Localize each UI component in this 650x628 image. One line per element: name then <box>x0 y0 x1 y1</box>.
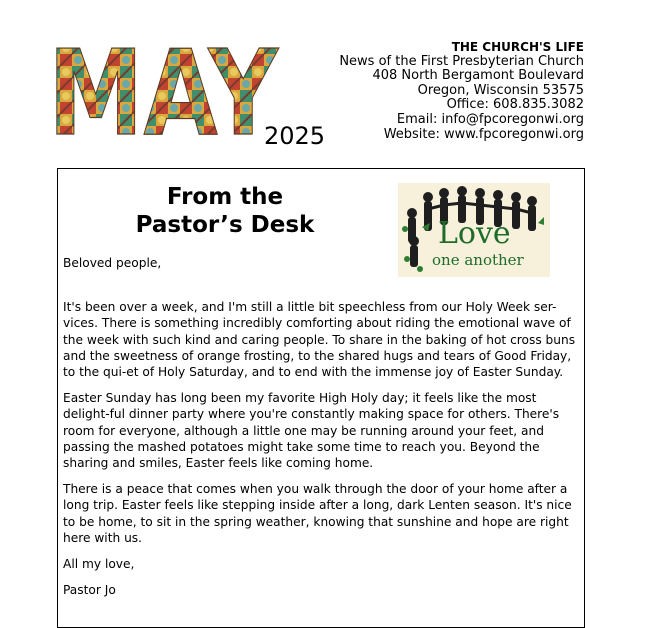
may-masthead-logo <box>48 42 280 142</box>
office-phone: Office: 608.835.3082 <box>446 97 584 113</box>
signature: Pastor Jo <box>63 583 116 598</box>
salutation: Beloved people, <box>63 256 162 270</box>
article-paragraph: It's been over a week, and I'm still a little bit speechless from our Holy Week ser-vices. There is something incredibly comforting about riding the emotional wave of the week with such kind and caring people. To share in the baking of hot cross buns and the sweetness of orange frosting, to the shared hugs and tears of Good Friday, to the qui-et of Holy Saturday, and to end with the immense joy of Easter Sunday. <box>63 300 576 380</box>
article-title-line1: From the <box>166 184 284 210</box>
pastor-article <box>57 168 585 628</box>
svg-text:MAY: MAY <box>48 42 280 142</box>
article-body <box>63 255 578 598</box>
svg-text:Love: Love <box>438 216 511 251</box>
newsletter-name: THE CHURCH'S LIFE <box>451 40 584 54</box>
address-street: 408 North Bergamont Boulevard <box>372 68 584 84</box>
address-city: Oregon, Wisconsin 53575 <box>417 82 584 98</box>
article-paragraph: Easter Sunday has long been my favorite High Holy day; it feels like the most delight-ful dinner party where you're constantly making space for others. There's room for everyone, although a little one may be running around your feet, and passing the mashed potatoes might take some time to reach you. Beyond the sharing and smiles, Easter feels like coming home. <box>63 391 560 471</box>
website-address: Website: www.fpcoregonwi.org <box>383 126 584 142</box>
email-address: Email: info@fpcoregonwi.org <box>396 111 584 127</box>
church-name: News of the First Presbyterian Church <box>339 53 584 69</box>
contact-block <box>339 40 584 142</box>
year-label: 2025 <box>264 122 326 150</box>
article-title <box>58 183 392 239</box>
closing: All my love, <box>63 557 135 572</box>
article-paragraph: There is a peace that comes when you walk through the door of your home after a long trip. Easter feels like stepping inside after a long, dark Lenten season. It's nice to be home, to sit in the spring weather, knowing that sunshine and hope are right here with us. <box>63 482 572 545</box>
article-title-line2: Pastor’s Desk <box>135 212 315 238</box>
svg-text:one another: one another <box>432 251 524 269</box>
